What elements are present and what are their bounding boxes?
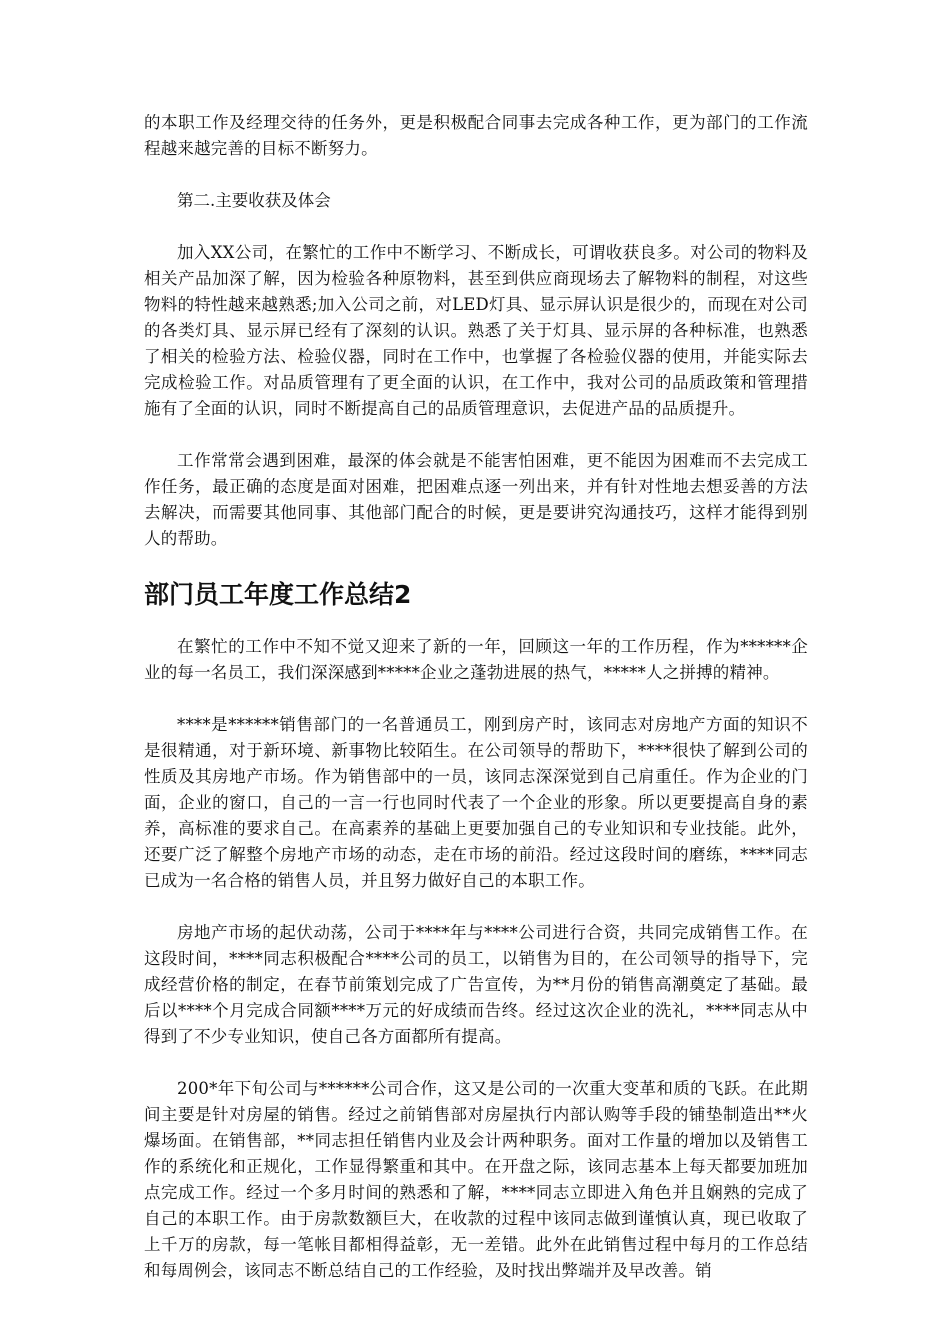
body-paragraph: 200*年下旬公司与******公司合作，这又是公司的一次重大变革和质的飞跃。在此期间主要是针对房屋的销售。经过之前销售部对房屋执行内部认购等手段的铺垫制造出**火爆场面。在销售部，**同志担任销售内业及会计两种职务。面对工作量的增加以及销售工作的系统化和正规化，工作显得繁重和其中。在开盘之际，该同志基本上每天都要加班加点完成工作。经过一个多月时间的熟悉和了解，****同志立即进入角色并且娴熟的完成了自己的本职工作。由于房款数额巨大，在收款的过程中该同志做到谨慎认真，现已收取了上千万的房款，每一笔帐目都相得益彰，无一差错。此外在此销售过程中每月的工作总结和每周例会，该同志不断总结自己的工作经验，及时找出弊端并及早改善。销	[144, 1079, 808, 1280]
section-title: 部门员工年度工作总结2	[144, 580, 412, 609]
body-paragraph: 加入XX公司，在繁忙的工作中不断学习、不断成长，可谓收获良多。对公司的物料及相关产品加深了解，因为检验各种原物料，甚至到供应商现场去了解物料的制程，对这些物料的特性越来越熟悉;加入公司之前，对LED灯具、显示屏认识是很少的，而现在对公司的各类灯具、显示屏已经有了深刻的认识。熟悉了关于灯具、显示屏的各种标准，也熟悉了相关的检验方法、检验仪器，同时在工作中，也掌握了各检验仪器的使用，并能实际去完成检验工作。对品质管理有了更全面的认识，在工作中，我对公司的品质政策和管理措施有了全面的认识，同时不断提高自己的品质管理意识，去促进产品的品质提升。	[144, 243, 808, 418]
body-paragraph: 房地产市场的起伏动荡，公司于****年与****公司进行合资，共同完成销售工作。在这段时间，****同志积极配合****公司的员工，以销售为目的，在公司领导的指导下，完成经营价格的制定，在春节前策划完成了广告宣传，为**月份的销售高潮奠定了基础。最后以****个月完成合同额****万元的好成绩而告终。经过这次企业的洗礼，****同志从中得到了不少专业知识，使自己各方面都所有提高。	[144, 923, 808, 1046]
body-paragraph: 在繁忙的工作中不知不觉又迎来了新的一年，回顾这一年的工作历程，作为******企业的每一名员工，我们深深感到*****企业之蓬勃进展的热气，*****人之拼搏的精神。	[144, 637, 808, 682]
document-body	[144, 110, 808, 1284]
continued-paragraph: 的本职工作及经理交待的任务外，更是积极配合同事去完成各种工作，更为部门的工作流程越来越完善的目标不断努力。	[144, 113, 808, 158]
body-paragraph: ****是******销售部门的一名普通员工，刚到房产时，该同志对房地产方面的知识不是很精通，对于新环境、新事物比较陌生。在公司领导的帮助下，****很快了解到公司的性质及其房地产市场。作为销售部中的一员，该同志深深觉到自己肩重任。作为企业的门面，企业的窗口，自己的一言一行也同时代表了一个企业的形象。所以更要提高自身的素养，高标准的要求自己。在高素养的基础上更要加强自己的专业知识和专业技能。此外，还要广泛了解整个房地产市场的动态，走在市场的前沿。经过这段时间的磨练，****同志已成为一名合格的销售人员，并且努力做好自己的本职工作。	[144, 715, 808, 890]
body-paragraph: 工作常常会遇到困难，最深的体会就是不能害怕困难，更不能因为困难而不去完成工作任务，最正确的态度是面对困难，把困难点逐一列出来，并有针对性地去想妥善的方法去解决，而需要其他同事、其他部门配合的时候，更是要讲究沟通技巧，这样才能得到别人的帮助。	[144, 451, 808, 548]
section-subheading: 第二.主要收获及体会	[177, 191, 331, 210]
